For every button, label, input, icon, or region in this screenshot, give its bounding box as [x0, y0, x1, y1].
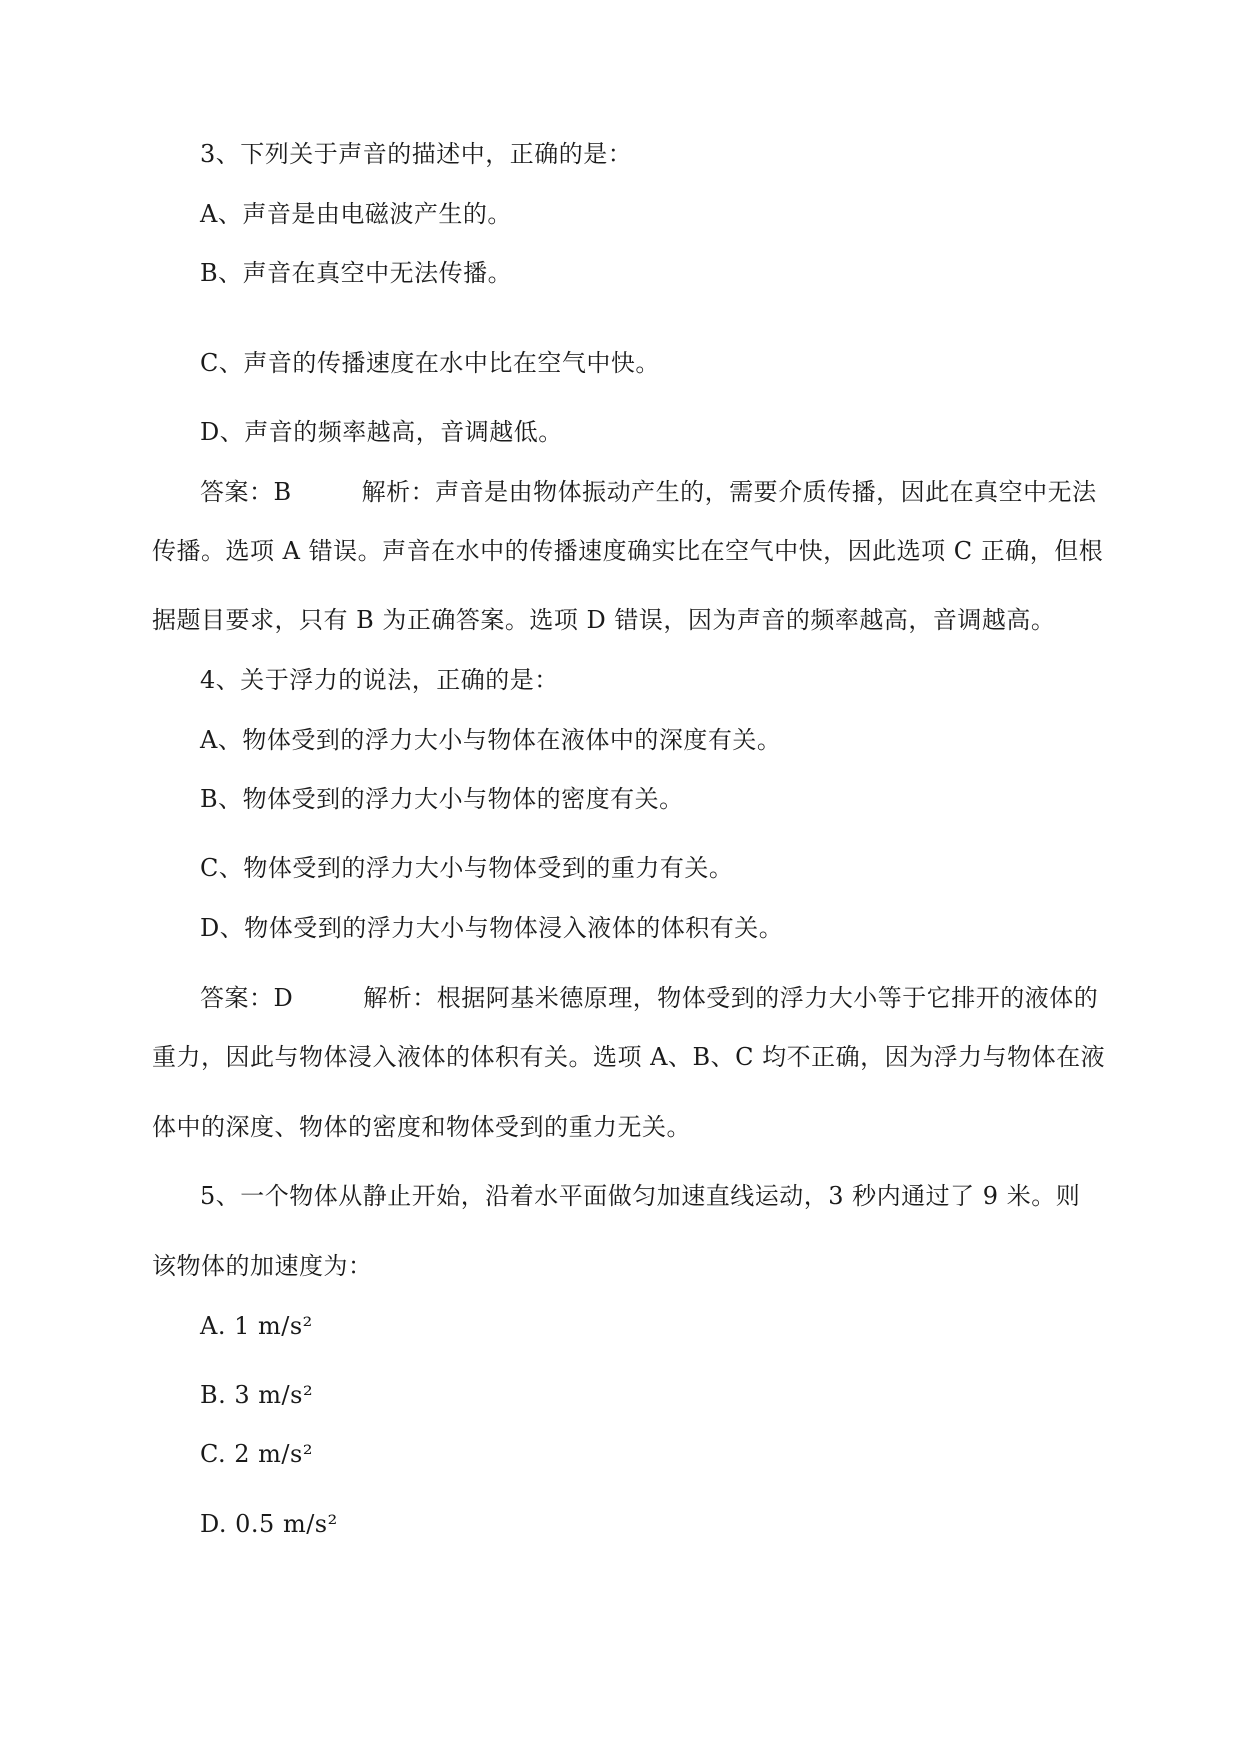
- question-5-option-a: A. 1 m/s²: [200, 1312, 313, 1340]
- question-4-option-b: B、物体受到的浮力大小与物体的密度有关。: [200, 785, 684, 813]
- question-3-option-a: A、声音是由电磁波产生的。: [200, 200, 512, 228]
- question-3-option-d: D、声音的频率越高，音调越低。: [200, 418, 563, 446]
- question-3-analysis-line-1: 解析：声音是由物体振动产生的，需要介质传播，因此在真空中无法: [361, 478, 1097, 506]
- question-4-analysis-line-2: 重力，因此与物体浸入液体的体积有关。选项 A、B、C 均不正确，因为浮力与物体在液: [152, 1043, 1106, 1071]
- question-3-answer: 答案：B: [200, 478, 292, 506]
- question-4-analysis-line-3: 体中的深度、物体的密度和物体受到的重力无关。: [152, 1113, 691, 1141]
- question-5-stem-line-2: 该物体的加速度为：: [152, 1252, 373, 1280]
- question-5-option-c: C. 2 m/s²: [200, 1440, 313, 1468]
- question-4-analysis-line-1: 解析：根据阿基米德原理，物体受到的浮力大小等于它排开的液体的: [363, 984, 1099, 1012]
- question-3-analysis-line-2: 传播。选项 A 错误。声音在水中的传播速度确实比在空气中快，因此选项 C 正确，但根: [152, 537, 1104, 565]
- question-5-stem-line-1: 5、一个物体从静止开始，沿着水平面做匀加速直线运动，3 秒内通过了 9 米。则: [200, 1182, 1081, 1210]
- question-5-option-b: B. 3 m/s²: [200, 1381, 314, 1409]
- question-4-option-d: D、物体受到的浮力大小与物体浸入液体的体积有关。: [200, 914, 784, 942]
- question-4-stem: 4、关于浮力的说法，正确的是：: [200, 666, 559, 694]
- question-4-answer-line: [200, 982, 1098, 1014]
- question-3-option-b: B、声音在真空中无法传播。: [200, 259, 513, 287]
- question-5-option-d: D. 0.5 m/s²: [200, 1510, 338, 1538]
- question-3-option-c: C、声音的传播速度在水中比在空气中快。: [200, 349, 660, 377]
- question-4-answer: 答案：D: [200, 984, 294, 1012]
- question-4-option-c: C、物体受到的浮力大小与物体受到的重力有关。: [200, 854, 734, 882]
- question-4-option-a: A、物体受到的浮力大小与物体在液体中的深度有关。: [200, 726, 782, 754]
- question-3-stem: 3、下列关于声音的描述中，正确的是：: [200, 140, 633, 168]
- question-3-answer-line: [200, 476, 1097, 508]
- question-3-analysis-line-3: 据题目要求，只有 B 为正确答案。选项 D 错误，因为声音的频率越高，音调越高。: [152, 606, 1056, 634]
